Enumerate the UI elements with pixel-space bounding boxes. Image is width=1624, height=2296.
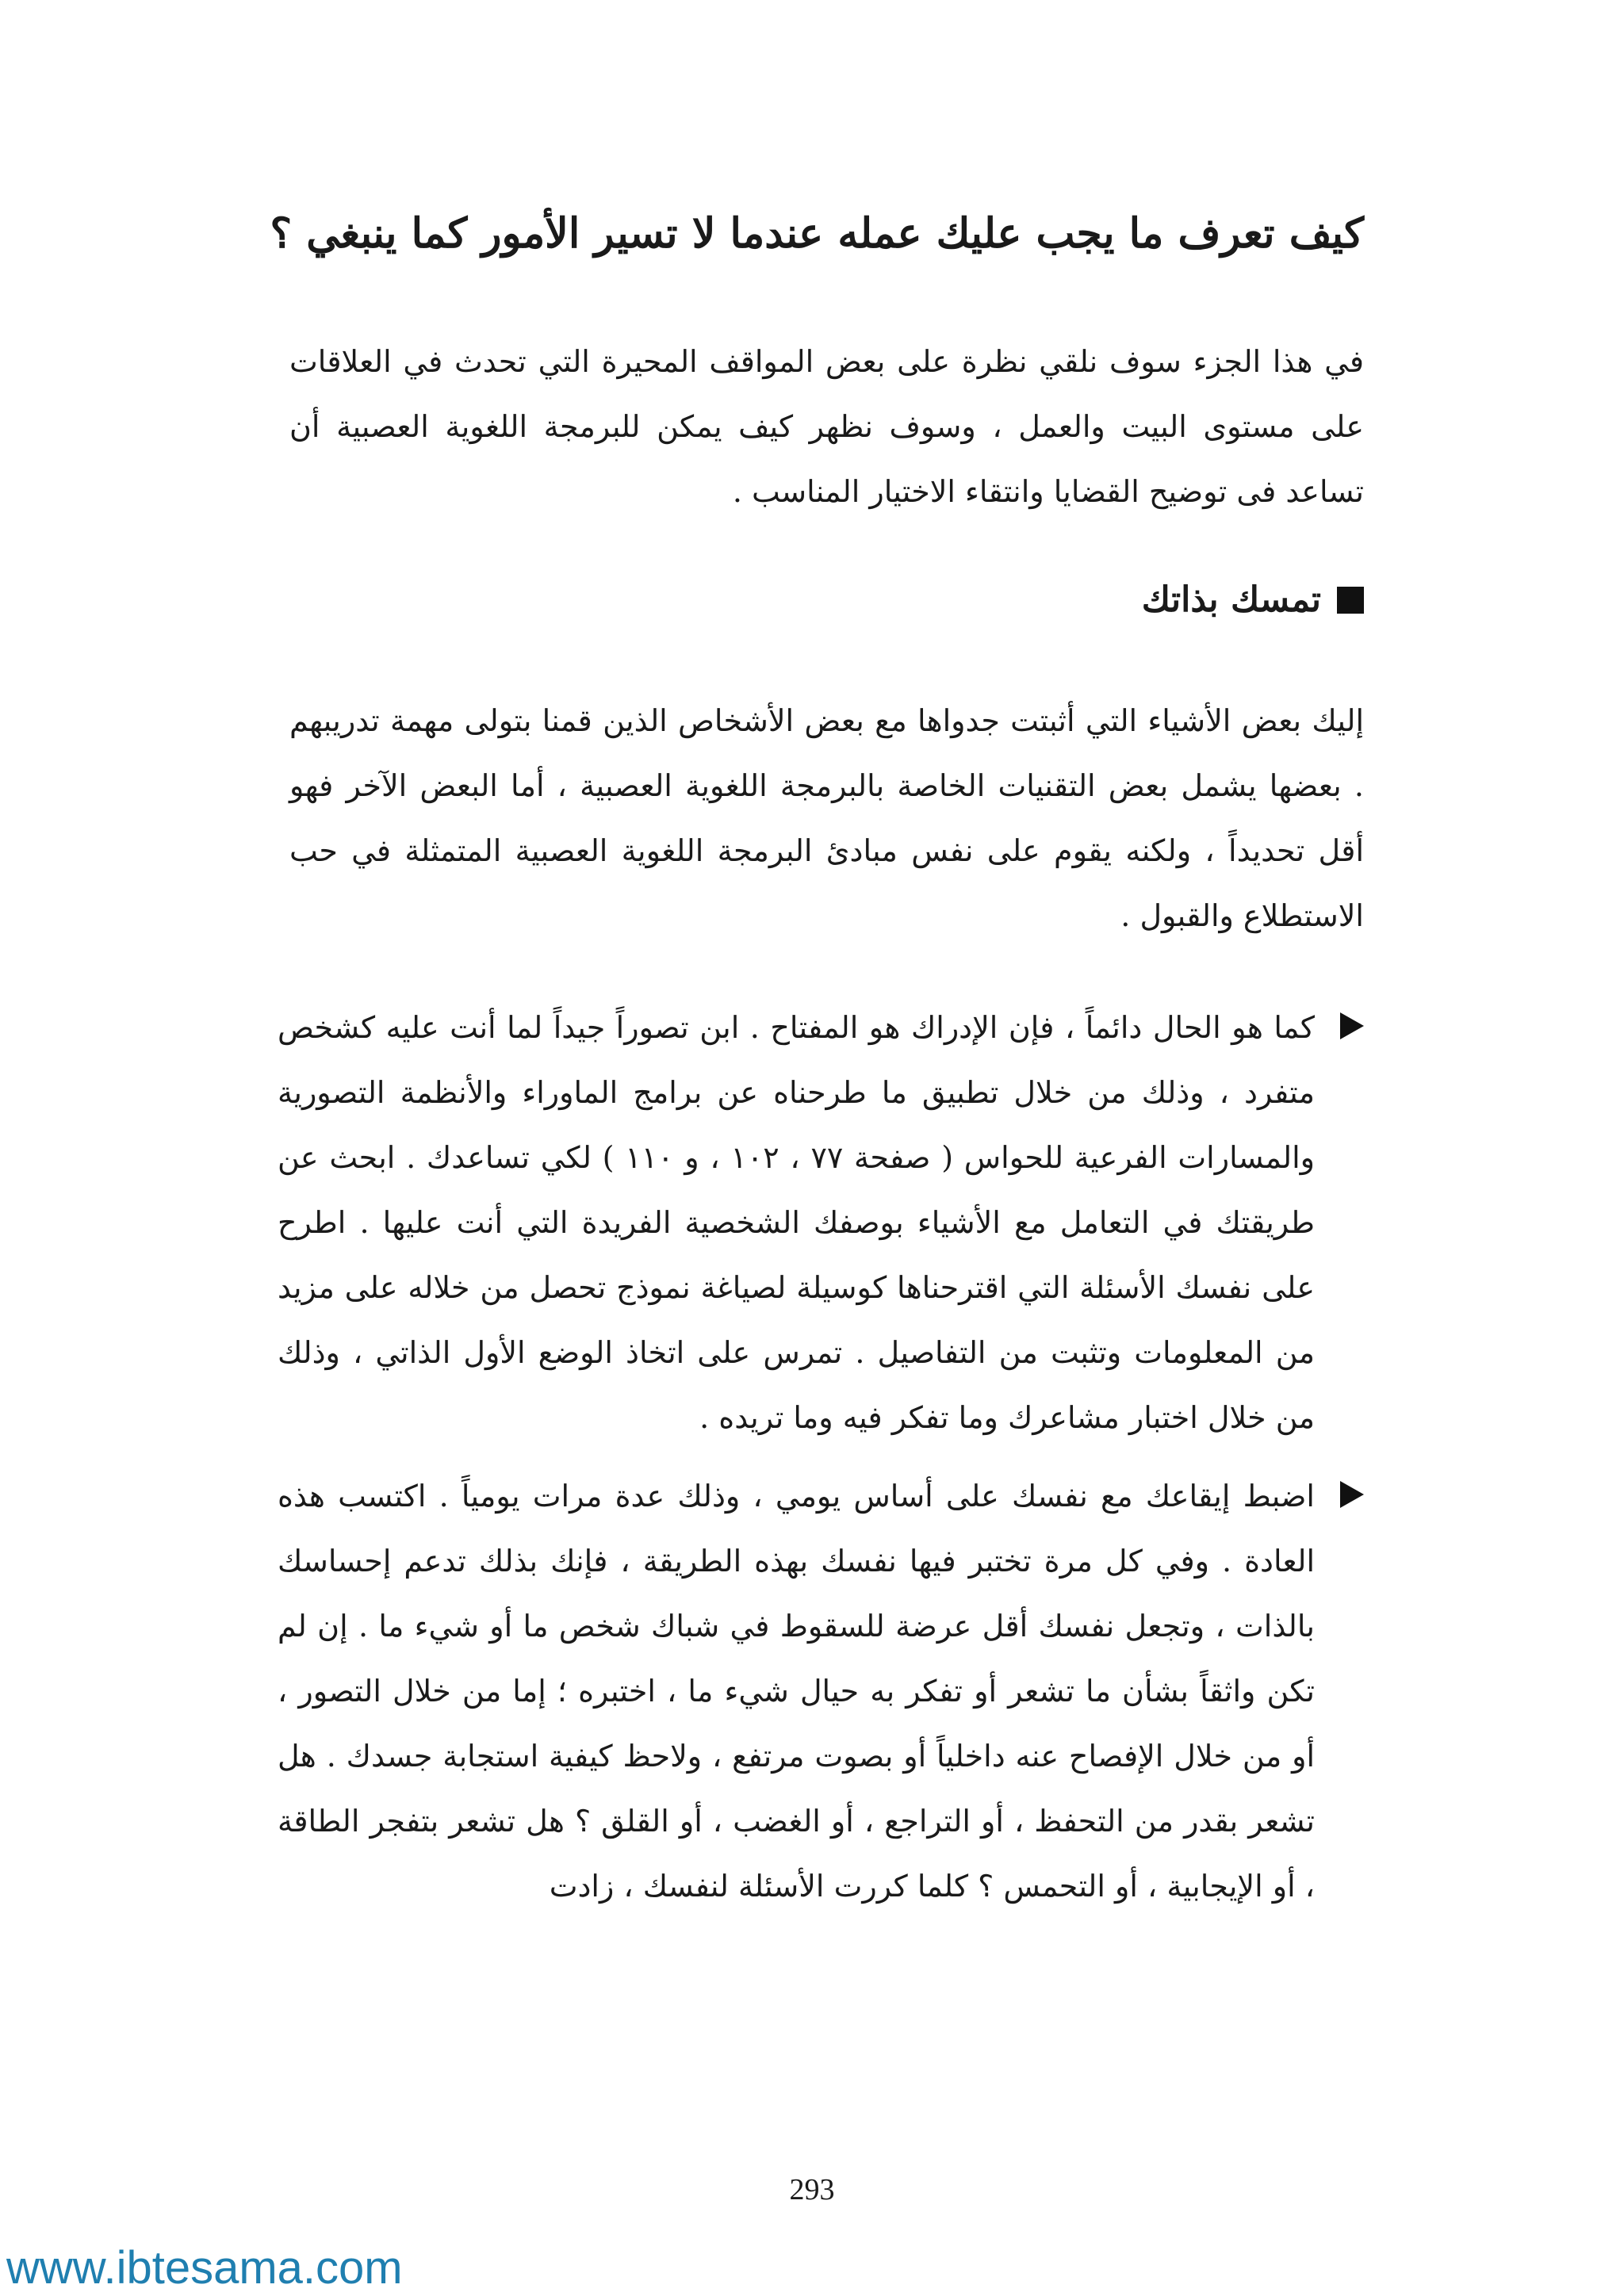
triangle-bullet-icon: [1340, 1481, 1364, 1508]
page-title: كيف تعرف ما يجب عليك عمله عندما لا تسير الأمور كما ينبغي ؟: [270, 209, 1364, 258]
section-paragraph: إليك بعض الأشياء التي أثبتت جدواها مع بعض الأشخاص الذين قمنا بتولى مهمة تدريبهم . بعضها يشمل بعض التقنيات الخاصة بالبرمجة اللغوية العصبية ، أما البعض الآخر فهو أقل تحديداً ، ولكنه يقوم على نفس مبادئ البرمجة اللغوية العصبية المتمثلة في حب الاستطلاع والقبول .: [289, 703, 1364, 933]
bullet-item: [278, 995, 1364, 1450]
intro-paragraph: في هذا الجزء سوف نلقي نظرة على بعض المواقف المحيرة التي تحدث في العلاقات على مستوى البيت والعمل ، وسوف نظهر كيف يمكن للبرمجة اللغوية العصبية أن تساعد فى توضيح القضايا وانتقاء الاختيار المناسب .: [289, 344, 1364, 509]
section-heading-text: تمسك بذاتك: [1141, 580, 1321, 620]
triangle-bullet-icon: [1340, 1012, 1364, 1039]
section-heading: [555, 572, 1364, 628]
bullet-text: اضبط إيقاعك مع نفسك على أساس يومي ، وذلك عدة مرات يومياً . اكتسب هذه العادة . وفي كل مرة تختبر فيها نفسك بهذه الطريقة ، فإنك بذلك تدعم إحساسك بالذات ، وتجعل نفسك أقل عرضة للسقوط في شباك شخص ما أو شيء ما . إن لم تكن واثقاً بشأن ما تشعر أو تفكر به حيال شيء ما ، اختبره ؛ إما من خلال التصور ، أو من خلال الإفصاح عنه داخلياً أو بصوت مرتفع ، ولاحظ كيفية استجابة جسدك . هل تشعر بقدر من التحفظ ، أو التراجع ، أو الغضب ، أو القلق ؟ هل تشعر بتفجر الطاقة ، أو الإيجابية ، أو التحمس ؟ كلما كررت الأسئلة لنفسك ، زادت: [278, 1479, 1315, 1904]
square-bullet-icon: [1337, 587, 1364, 614]
bullet-text: كما هو الحال دائماً ، فإن الإدراك هو المفتاح . ابن تصوراً جيداً لما أنت عليه كشخص متفرد ، وذلك من خلال تطبيق ما طرحناه عن برامج الماوراء والأنظمة التصورية والمسارات الفرعية للحواس ( صفحة ٧٧ ، ١٠٢ ، و ١١٠ ) لكي تساعدك . ابحث عن طريقتك في التعامل مع الأشياء بوصفك الشخصية الفريدة التي أنت عليها . اطرح على نفسك الأسئلة التي اقترحناها كوسيلة لصياغة نموذج تحصل من خلاله على مزيد من المعلومات وتثبت من التفاصيل . تمرس على اتخاذ الوضع الأول الذاتي ، وذلك من خلال اختبار مشاعرك وما تفكر فيه وما تريده .: [278, 1010, 1316, 1435]
page-number: 293: [789, 2173, 835, 2206]
bullet-item: [278, 1464, 1364, 1919]
watermark-link[interactable]: www.ibtesama.com: [6, 2242, 403, 2294]
